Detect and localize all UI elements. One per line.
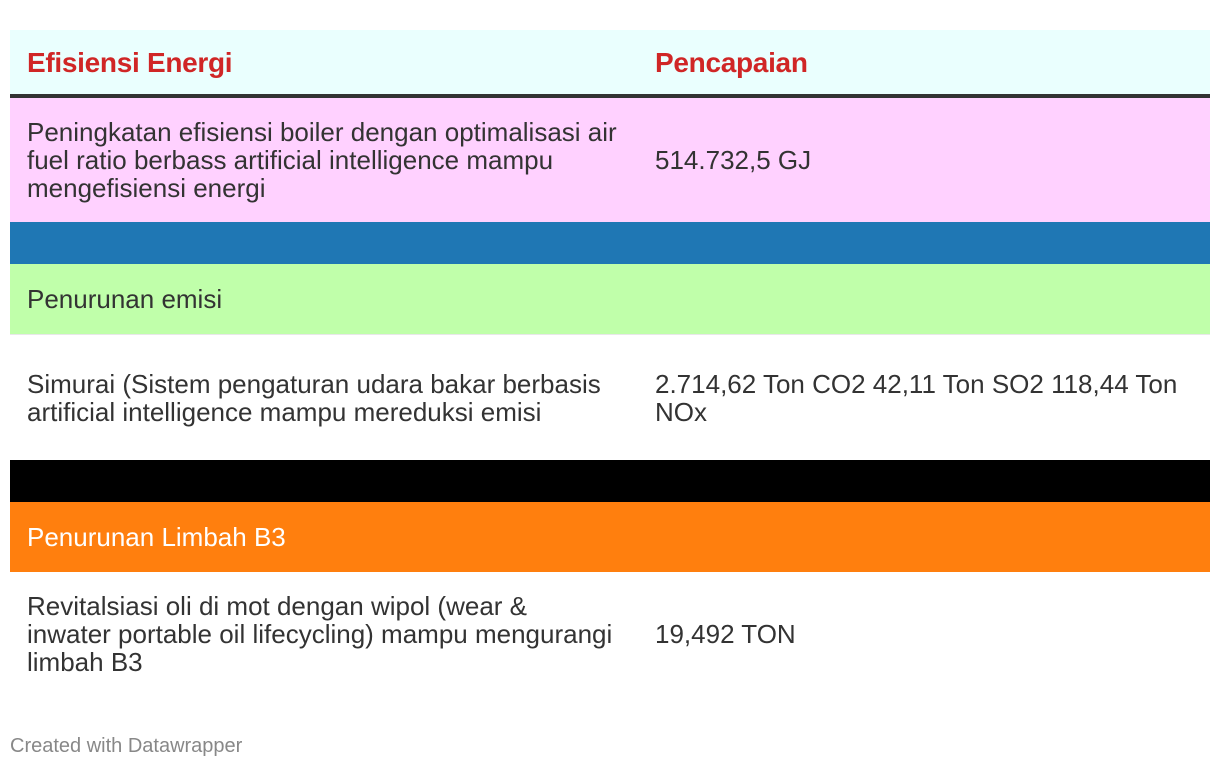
data-table	[10, 30, 1210, 696]
datawrapper-credit: Created with Datawrapper	[10, 735, 243, 757]
table-row	[10, 572, 1210, 696]
row-item-label: Simurai (Sistem pengaturan udara bakar berbasis artificial intelligence mampu mereduksi emisi	[27, 368, 601, 427]
table-row	[10, 334, 1210, 460]
row-item-label: Penurunan Limbah B3	[27, 522, 286, 552]
row-value: 2.714,62 Ton CO2 42,11 Ton SO2 118,44 Ton NOx	[655, 368, 1178, 427]
table-row	[10, 264, 1210, 334]
row-value: 514.732,5 GJ	[655, 145, 812, 175]
row-item-label: Penurunan emisi	[27, 284, 223, 314]
separator-row-blue	[10, 222, 1210, 264]
column-header-pencapaian: Pencapaian	[655, 47, 808, 78]
column-header-efisiensi-energi: Efisiensi Energi	[27, 47, 233, 78]
table-row	[10, 98, 1210, 222]
row-item-label: Revitalsiasi oli di mot dengan wipol (wear & inwater portable oil lifecycling) mampu mengurangi limbah B3	[27, 591, 613, 677]
row-value: 19,492 TON	[655, 619, 796, 649]
table-row	[10, 502, 1210, 572]
row-item-label: Peningkatan efisiensi boiler dengan optimalisasi air fuel ratio berbass artificial intelligence mampu mengefisiensi energi	[27, 117, 617, 203]
table-header-row	[10, 30, 1210, 98]
separator-row-black	[10, 460, 1210, 502]
